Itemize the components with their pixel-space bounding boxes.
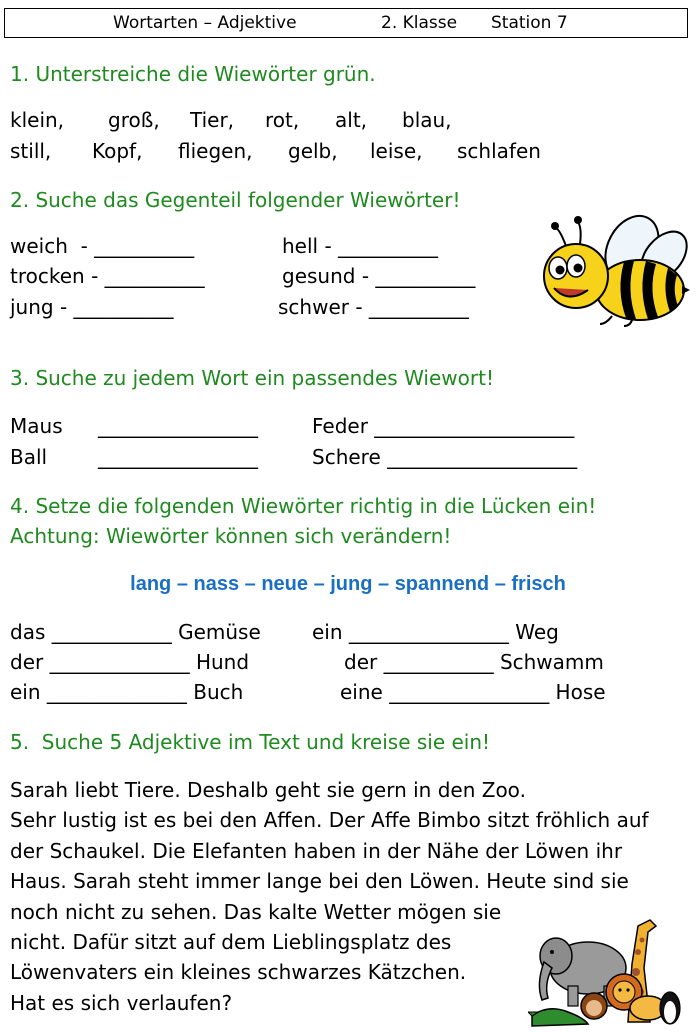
gap-line: eine ________________ Hose bbox=[340, 680, 606, 704]
task1-title: 1. Unterstreiche die Wiewörter grün. bbox=[10, 62, 376, 86]
task4-title: 4. Setze die folgenden Wiewörter richtig in die Lücken ein! bbox=[10, 494, 597, 518]
opposite-line: jung - __________ bbox=[10, 295, 174, 319]
story-line: der Schaukel. Die Elefanten haben in der Nähe der Löwen ihr bbox=[10, 839, 623, 863]
header-topic: Wortarten – Adjektive bbox=[113, 13, 297, 33]
word-item: fliegen, bbox=[178, 139, 253, 163]
word-item: rot, bbox=[265, 108, 300, 132]
word-item: Tier, bbox=[190, 108, 235, 132]
story-line: noch nicht zu sehen. Das kalte Wetter mögen sie bbox=[10, 900, 502, 924]
gap-line: der ___________ Schwamm bbox=[344, 650, 604, 674]
word-item: alt, bbox=[335, 108, 368, 132]
story-line: Hat es sich verlaufen? bbox=[10, 991, 233, 1015]
gap-line: das ____________ Gemüse bbox=[10, 620, 261, 644]
gap-line: ein ________________ Weg bbox=[312, 620, 559, 644]
task5-title: 5. Suche 5 Adjektive im Text und kreise sie ein! bbox=[10, 730, 491, 754]
bee-illustration bbox=[536, 212, 690, 328]
task2-title: 2. Suche das Gegenteil folgender Wiewörter! bbox=[10, 188, 461, 212]
zoo-animals-illustration bbox=[528, 912, 688, 1028]
word-item: blau, bbox=[402, 108, 452, 132]
word-item: gelb, bbox=[288, 139, 338, 163]
opposite-line: gesund - __________ bbox=[282, 264, 476, 288]
noun-word: Ball bbox=[10, 445, 48, 469]
answer-blank: ________________ bbox=[98, 445, 258, 469]
story-line: Sarah liebt Tiere. Deshalb geht sie gern in den Zoo. bbox=[10, 778, 526, 802]
opposite-line: trocken - __________ bbox=[10, 264, 205, 288]
noun-with-blank: Feder ____________________ bbox=[312, 414, 575, 438]
word-bank: lang – nass – neue – jung – spannend – frisch bbox=[130, 573, 566, 595]
story-line: Haus. Sarah steht immer lange bei den Löwen. Heute sind sie bbox=[10, 869, 629, 893]
task4-warning: Achtung: Wiewörter können sich verändern! bbox=[10, 524, 452, 548]
opposite-line: schwer - __________ bbox=[278, 295, 469, 319]
story-line: Sehr lustig ist es bei den Affen. Der Affe Bimbo sitzt fröhlich auf bbox=[10, 808, 649, 832]
header-grade: 2. Klasse bbox=[381, 13, 458, 33]
worksheet-header bbox=[4, 8, 688, 38]
gap-line: ein ______________ Buch bbox=[10, 680, 244, 704]
noun-word: Maus bbox=[10, 414, 63, 438]
opposite-line: hell - __________ bbox=[282, 234, 439, 258]
word-item: leise, bbox=[370, 139, 423, 163]
word-item: schlafen bbox=[457, 139, 541, 163]
story-line: nicht. Dafür sitzt auf dem Lieblingsplatz des bbox=[10, 930, 452, 954]
answer-blank: ________________ bbox=[98, 414, 258, 438]
word-item: klein, bbox=[10, 108, 65, 132]
gap-line: der ______________ Hund bbox=[10, 650, 250, 674]
word-item: groß, bbox=[108, 108, 160, 132]
word-item: still, bbox=[10, 139, 52, 163]
opposite-line: weich - __________ bbox=[10, 234, 195, 258]
word-item: Kopf, bbox=[92, 139, 143, 163]
noun-with-blank: Schere ___________________ bbox=[312, 445, 578, 469]
story-line: Löwenvaters ein kleines schwarzes Kätzchen. bbox=[10, 960, 467, 984]
header-station: Station 7 bbox=[491, 13, 568, 33]
task3-title: 3. Suche zu jedem Wort ein passendes Wiewort! bbox=[10, 366, 494, 390]
